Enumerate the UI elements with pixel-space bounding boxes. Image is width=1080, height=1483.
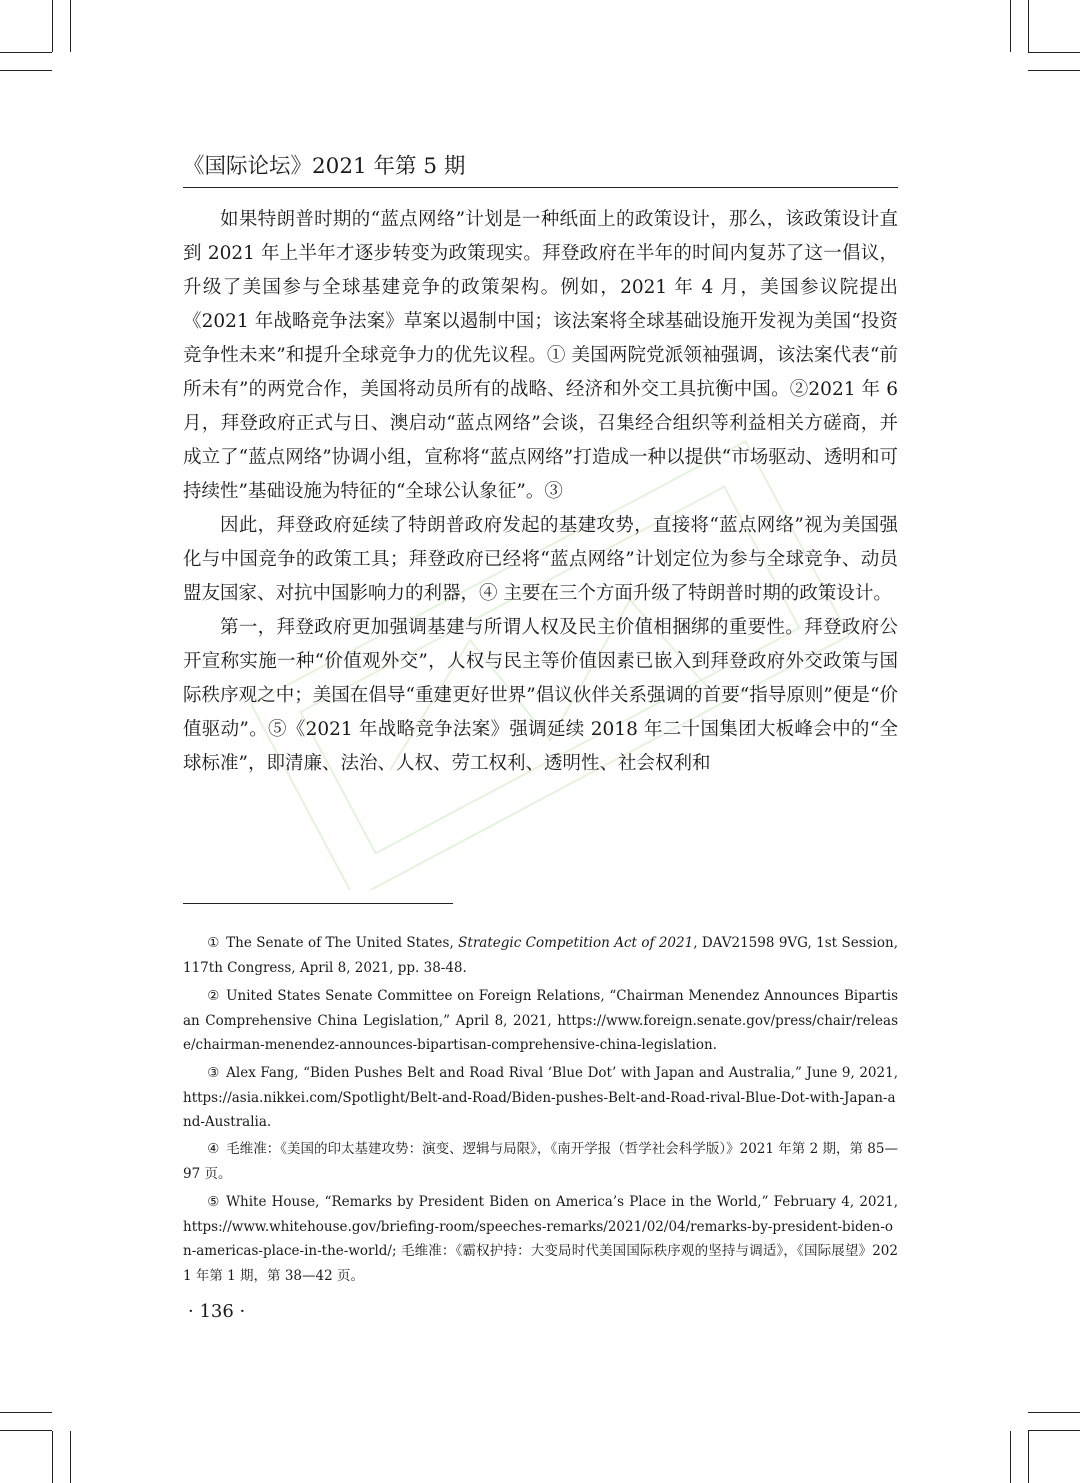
header-rule <box>183 187 898 188</box>
footnote-number: ④ <box>207 1141 220 1157</box>
footnote-text: , DAV21598 9VG, 1st Session, 117th Congress, April 8, 2021, pp. 38-48. <box>183 935 898 976</box>
body-text <box>183 203 898 781</box>
footnote-text: The Senate of The United States, <box>226 935 459 951</box>
footnote <box>183 1137 898 1186</box>
journal-header: 《国际论坛》2021 年第 5 期 <box>183 154 466 179</box>
paragraph: 因此，拜登政府延续了特朗普政府发起的基建攻势，直接将“蓝点网络”视为美国强化与中国竞争的政策工具；拜登政府已经将“蓝点网络”计划定位为参与全球竞争、动员盟友国家、对抗中国影响力的利器，④ 主要在三个方面升级了特朗普时期的政策设计。 <box>183 515 898 604</box>
footnote-rule <box>183 903 453 904</box>
footnote-number: ③ <box>207 1065 220 1081</box>
footnote <box>183 984 898 1058</box>
footnote-text: White House, “Remarks by President Biden on America’s Place in the World,” February 4, 2021, https://www.whitehouse.gov/briefing-room/speeches-remarks/2021/02/04/remarks-by-president-biden-on-americas-place-in-the-world/; 毛维准：《霸权护持：大变局时代美国国际秩序观的坚持与调适》，《国际展望》2021 年第 1 期，第 38—42 页。 <box>183 1194 898 1284</box>
paragraph: 第一，拜登政府更加强调基建与所谓人权及民主价值相捆绑的重要性。拜登政府公开宣称实施一种“价值观外交”，人权与民主等价值因素已嵌入到拜登政府外交政策与国际秩序观之中；美国在倡导“重建更好世界”倡议伙伴关系强调的首要“指导原则”便是“价值驱动”。⑤《2021 年战略竞争法案》强调延续 2018 年二十国集团大板峰会中的“全球标准”，即清廉、法治、人权、劳工权利、透明性、社会权利和 <box>183 617 898 774</box>
footnote-text: Alex Fang, “Biden Pushes Belt and Road Rival ‘Blue Dot’ with Japan and Australia,” June 9, 2021, https://asia.nikkei.com/Spotlight/Belt-and-Road/Biden-pushes-Belt-and-Road-rival-Blue-Dot-with-Japan-and-Australia. <box>183 1065 898 1130</box>
footnote-text: United States Senate Committee on Foreign Relations, “Chairman Menendez Announces Bipartisan Comprehensive China Legislation,” April 8, 2021, https://www.foreign.senate.gov/press/chair/release/chairman-menendez-announces-bipartisan-comprehensive-china-legislation. <box>183 988 898 1053</box>
footnote <box>183 1190 898 1288</box>
page-number: · 136 · <box>188 1301 246 1322</box>
footnote <box>183 931 898 980</box>
footnote-title-italic: Strategic Competition Act of 2021 <box>458 935 694 951</box>
footnote-number: ① <box>207 935 220 951</box>
footnote-number: ② <box>207 988 220 1004</box>
footnote <box>183 1061 898 1135</box>
paragraph: 如果特朗普时期的“蓝点网络”计划是一种纸面上的政策设计，那么，该政策设计直到 2021 年上半年才逐步转变为政策现实。拜登政府在半年的时间内复苏了这一倡议，升级了美国参与全球基建竞争的政策架构。例如，2021 年 4 月，美国参议院提出《2021 年战略竞争法案》草案以遏制中国；该法案将全球基础设施开发视为美国“投资竞争性未来”和提升全球竞争力的优先议程。① 美国两院党派领袖强调，该法案代表“前所未有”的两党合作，美国将动员所有的战略、经济和外交工具抗衡中国。②2021 年 6 月，拜登政府正式与日、澳启动“蓝点网络”会谈，召集经合组织等利益相关方磋商，并成立了“蓝点网络”协调小组，宣称将“蓝点网络”打造成一种以提供“市场驱动、透明和可持续性”基础设施为特征的“全球公认象征”。③ <box>183 209 898 502</box>
footnote-text: 毛维准：《美国的印太基建攻势：演变、逻辑与局限》，《南开学报（哲学社会科学版）》2021 年第 2 期，第 85—97 页。 <box>183 1141 898 1182</box>
footnote-number: ⑤ <box>207 1194 220 1210</box>
